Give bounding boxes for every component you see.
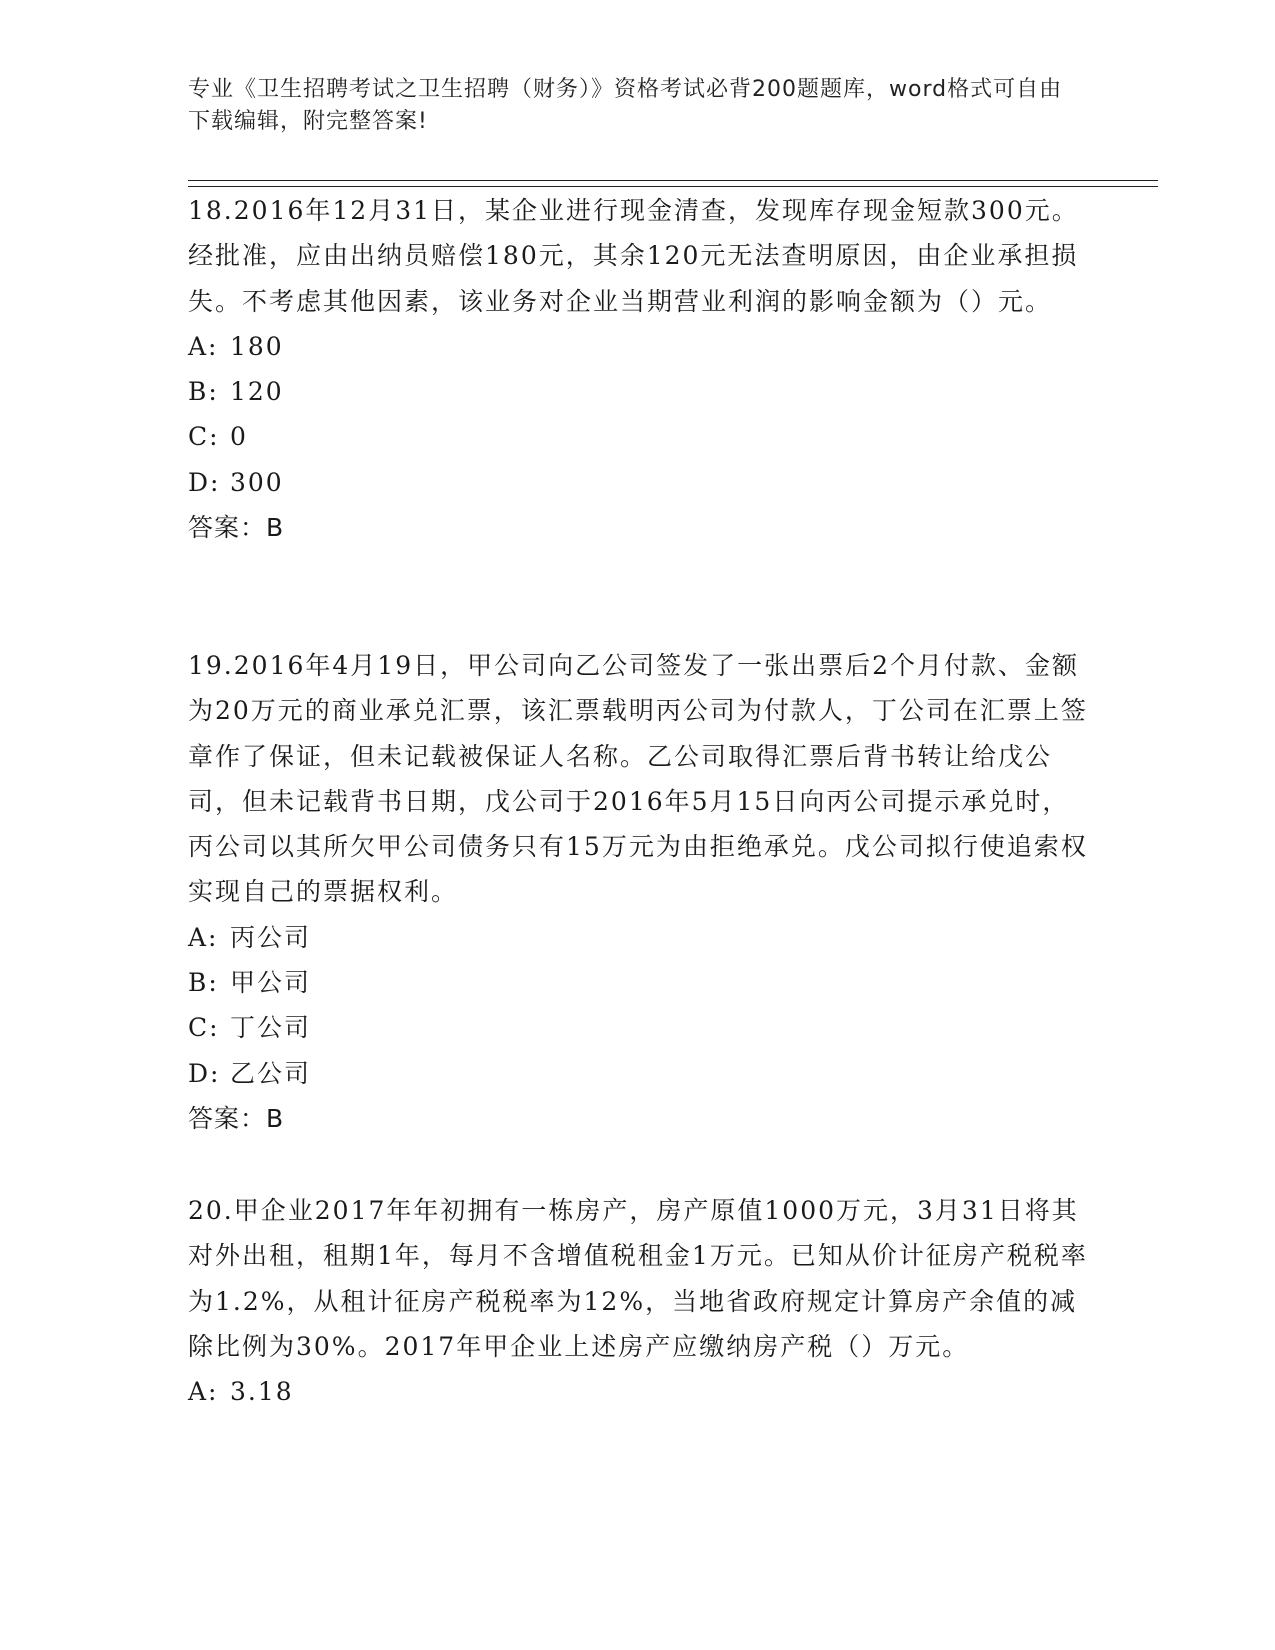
option-value: 300 xyxy=(230,467,284,497)
option-d xyxy=(188,460,1088,505)
option-value: 丁公司 xyxy=(230,1013,312,1043)
option-value: 丙公司 xyxy=(230,922,312,952)
option-key: B: xyxy=(188,968,219,998)
option-c xyxy=(188,1005,1088,1050)
option-value: 乙公司 xyxy=(230,1058,312,1088)
option-b xyxy=(188,960,1088,1005)
option-c xyxy=(188,414,1088,459)
option-b xyxy=(188,369,1088,414)
option-key: A: xyxy=(188,331,219,361)
option-key: A: xyxy=(188,1377,219,1407)
option-key: C: xyxy=(188,422,220,452)
option-key: A: xyxy=(188,922,219,952)
header-divider-top xyxy=(188,180,1158,181)
option-value: 0 xyxy=(230,422,248,452)
document-header: 专业《卫生招聘考试之卫生招聘（财务）》资格考试必背200题题库，word格式可自由下载编辑，附完整答案! xyxy=(188,77,1063,134)
question-text: 20.甲企业2017年年初拥有一栋房产，房产原值1000万元，3月31日将其对外出租，租期1年，每月不含增值税租金1万元。已知从价计征房产税税率为1.2%，从租计征房产税税率为12%，当地省政府规定计算房产余值的减除比例为30%。2017年甲企业上述房产应缴纳房产税（）万元。 xyxy=(188,1196,1088,1361)
option-value: 甲公司 xyxy=(230,968,312,998)
question-19 xyxy=(188,643,1088,1141)
option-a xyxy=(188,1369,1088,1414)
header-divider-bottom xyxy=(188,186,1158,187)
option-key: D: xyxy=(188,1058,221,1088)
question-text: 19.2016年4月19日，甲公司向乙公司签发了一张出票后2个月付款、金额为20万元的商业承兑汇票，该汇票载明丙公司为付款人，丁公司在汇票上签章作了保证，但未记载被保证人名称。乙公司取得汇票后背书转让给戊公司，但未记载背书日期，戊公司于2016年5月15日向丙公司提示承兑时，丙公司以其所欠甲公司债务只有15万元为由拒绝承兑。戊公司拟行使追索权实现自己的票据权利。 xyxy=(188,651,1088,907)
option-d xyxy=(188,1051,1088,1096)
answer-line: 答案：B xyxy=(188,1103,285,1133)
question-20 xyxy=(188,1188,1088,1414)
option-value: 180 xyxy=(230,331,284,361)
question-18 xyxy=(188,188,1088,550)
answer-line: 答案：B xyxy=(188,513,285,543)
option-a xyxy=(188,324,1088,369)
question-text: 18.2016年12月31日，某企业进行现金清查，发现库存现金短款300元。经批准，应由出纳员赔偿180元，其余120元无法查明原因，由企业承担损失。不考虑其他因素，该业务对企业当期营业利润的影响金额为（）元。 xyxy=(188,196,1079,316)
option-value: 3.18 xyxy=(230,1377,294,1407)
option-a xyxy=(188,915,1088,960)
option-key: B: xyxy=(188,377,219,407)
option-value: 120 xyxy=(230,377,284,407)
option-key: D: xyxy=(188,467,221,497)
option-key: C: xyxy=(188,1013,220,1043)
